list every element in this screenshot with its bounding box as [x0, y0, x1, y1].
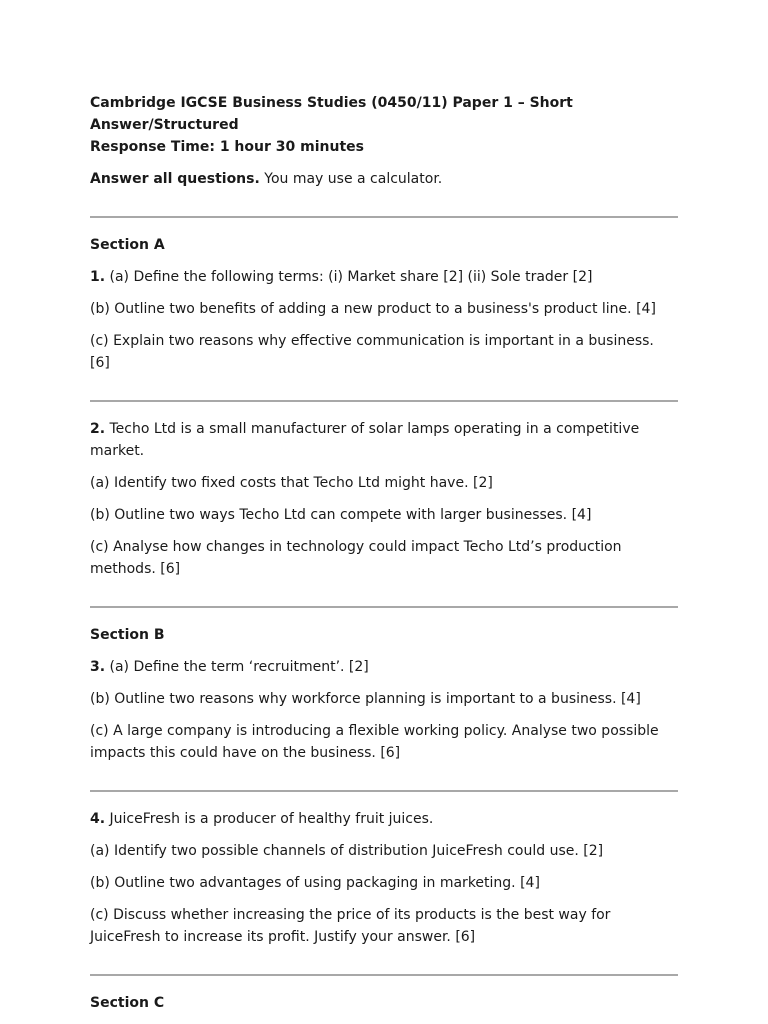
question-4 — [90, 808, 678, 948]
question-2a: (a) Identify two fixed costs that Techo Ltd might have. [2] — [90, 475, 493, 491]
question-4a: (a) Identify two possible channels of distribution JuiceFresh could use. [2] — [90, 843, 604, 859]
paper-header — [90, 92, 678, 158]
question-2b: (b) Outline two ways Techo Ltd can compete with larger businesses. [4] — [90, 507, 592, 523]
divider — [90, 216, 678, 218]
instructions — [90, 168, 678, 190]
divider — [90, 790, 678, 792]
question-2-intro: 2. Techo Ltd is a small manufacturer of solar lamps operating in a competitive market. — [90, 421, 640, 459]
question-3b: (b) Outline two reasons why workforce planning is important to a business. [4] — [90, 691, 641, 707]
question-4c: (c) Discuss whether increasing the price of its products is the best way for JuiceFresh to increase its profit. Justify your answer. [6] — [90, 907, 611, 945]
instructions-bold: Answer all questions. — [90, 171, 260, 187]
response-time: Response Time: 1 hour 30 minutes — [90, 139, 364, 155]
divider — [90, 606, 678, 608]
section-title: Section A — [90, 237, 165, 253]
divider — [90, 400, 678, 402]
section-title: Section C — [90, 995, 165, 1011]
section-title: Section B — [90, 627, 165, 643]
paper-title: Cambridge IGCSE Business Studies (0450/11) Paper 1 – Short Answer/Structured — [90, 95, 573, 133]
question-number: 4. — [90, 811, 106, 827]
divider — [90, 974, 678, 976]
question-4-intro: 4. JuiceFresh is a producer of healthy fruit juices. — [90, 811, 434, 827]
question-1a: 1. (a) Define the following terms: (i) Market share [2] (ii) Sole trader [2] — [90, 269, 593, 285]
section-c — [90, 992, 678, 1014]
question-number: 3. — [90, 659, 106, 675]
instructions-text: You may use a calculator. — [259, 171, 443, 187]
question-number: 1. — [90, 269, 106, 285]
question-3a: 3. (a) Define the term ‘recruitment’. [2] — [90, 659, 369, 675]
question-1b: (b) Outline two benefits of adding a new product to a business's product line. [4] — [90, 301, 656, 317]
section-b — [90, 624, 678, 764]
question-2 — [90, 418, 678, 580]
question-3c: (c) A large company is introducing a flexible working policy. Analyse two possible impacts this could have on the business. [6] — [90, 723, 659, 761]
question-1c: (c) Explain two reasons why effective communication is important in a business. [6] — [90, 333, 654, 371]
section-a — [90, 234, 678, 374]
question-2c: (c) Analyse how changes in technology could impact Techo Ltd’s production methods. [6] — [90, 539, 622, 577]
question-number: 2. — [90, 421, 106, 437]
question-4b: (b) Outline two advantages of using packaging in marketing. [4] — [90, 875, 540, 891]
